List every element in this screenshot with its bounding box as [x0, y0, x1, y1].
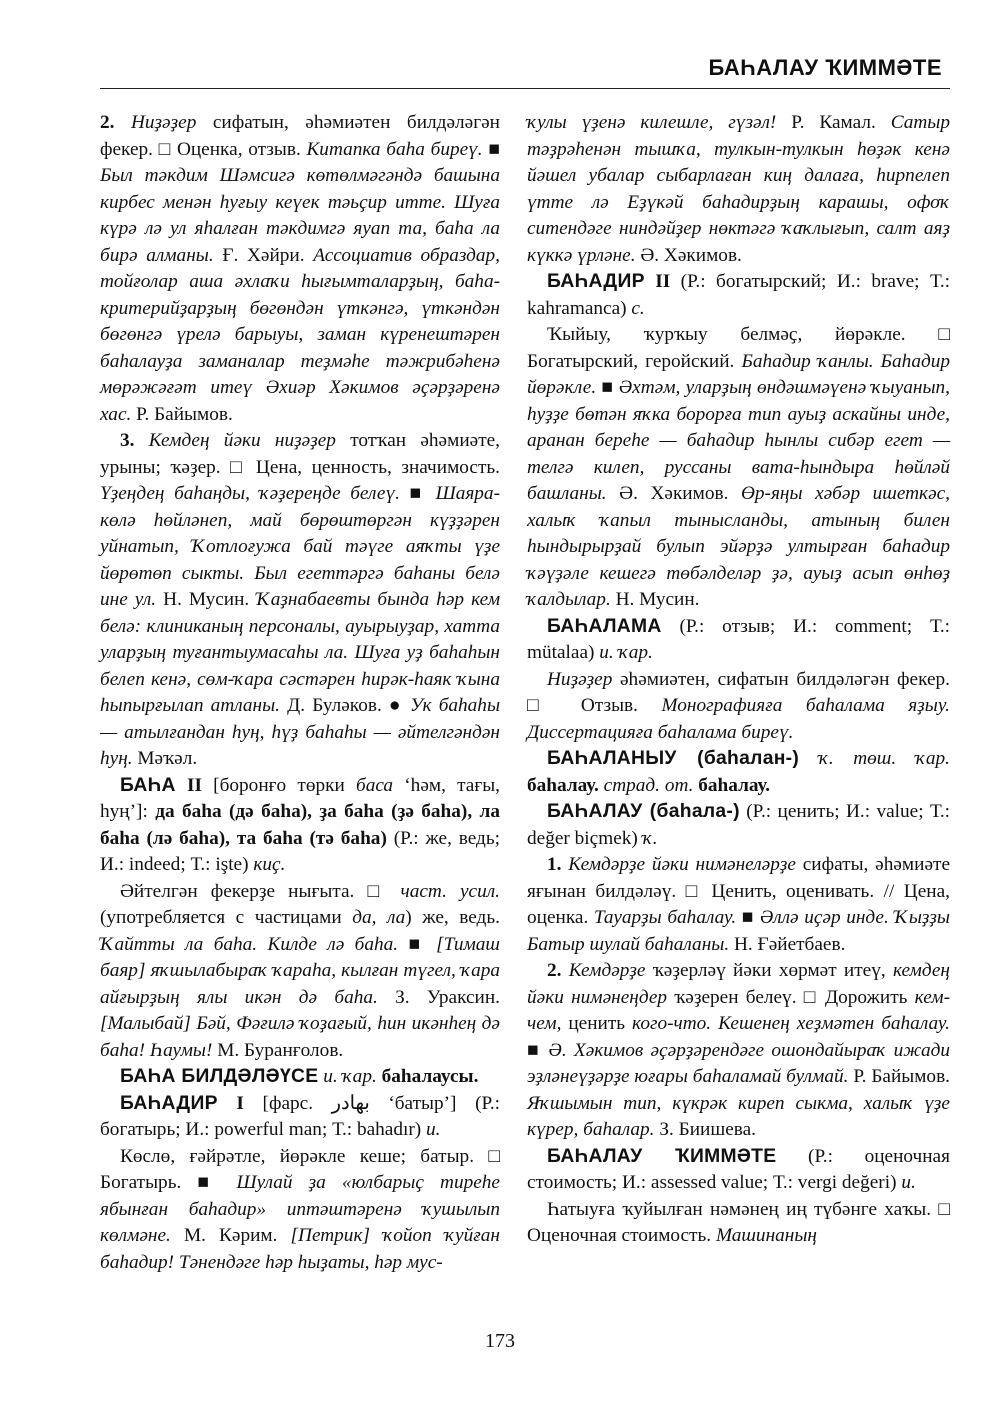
- paragraph: Ҡыйыу, ҡурҡыу белмәҫ, йөрәкле. □ Богатырский, геройский. Баһадир ҡанлы. Баһадир йөрәкле. ■ Әхтәм, уларҙың өндәшмәүенә ҡыуанып, һуҙҙе бөтән яҡка борорға тип ауыҙ аскайны инде, аранан береһе — баһадир һынлы сибәр егет — телгә килеп, руссаны вата-һындыра һөйләй башланы. Ә. Хәкимов. Өр-яңы хәбәр ишеткәс, халыҡ ҡапыл тынысланды, атының билен һындырырҙай булып эйәрҙә ултырған баһадир ҡәүҙәле кешегә төбәлделәр ҙә, ауыҙ асып өнһөҙ ҡалдылар. Н. Мусин.: [527, 324, 951, 610]
- entry-bahalanyu: БАҺАЛАНЫУ (баһалан-) ҡ. төш. ҡар. баһалау. страд. от. баһалау.: [527, 748, 951, 796]
- paragraph: Ниҙәҙер әһәмиәтен, сифатын билдәләгән фекер. □ Отзыв. Монографияға баһалама яҙыу. Диссертацияға баһалама биреү.: [527, 668, 951, 743]
- entry-bahadir-ii: БАҺАДИР II (Р.: богатырский; И.: brave; Т.: kahramanca) с.: [527, 271, 950, 319]
- entry-bahalau-kimmete: БАҺАЛАУ ҠИММӘТЕ (Р.: оценочная стоимость; И.: assessed value; Т.: vergi değeri) и.: [527, 1145, 950, 1193]
- entry-bahadir-i: БАҺАДИР I [фарс. بهادر ‘батыр’] (Р.: богатырь; И.: powerful man; Т.: bahadır) и.: [100, 1092, 500, 1140]
- paragraph: 3. Кемдең йәки ниҙәҙер тотҡан әһәмиәте, урыны; ҡәҙер. □ Цена, ценность, значимость. Үҙеңдең баһаңды, ҡәҙереңде белеү. ■ Шаяра-көлә һөйләнеп, май бөрөштөргән күҙҙәрен уйнатып, Ҡотлоғужа бай тәүге аяҡты үҙе йөрөтөп сыкты. Был егеттәргә баһаны белә ине ул. Н. Мусин. Ҡаҙнабаевты бында һәр кем белә: клиниканың персоналы, ауырыуҙар, хатта уларҙың туғантыумасаһы ла. Шуға уҙ баһаһын белеп кенә, сөм-ҡара сәстәрен һирәк-һаяк ҡына һыпырғылап атланы. Д. Буләков. ● Ук баһаһы — атылғандан һуң, һүҙ баһаһы — әйтелгәндән һуң. Мәҡәл.: [100, 430, 501, 769]
- entry-baha-ii: БАҺА II [боронғо төрки баса ‘һәм, тағы, һуң’]: да баһа (дә баһа), ҙа баһа (ҙә баһа), ла баһа (лә баһа), та баһа (тә баһа) (Р.: же, ведь; И.: indeed; Т.: işte) киҫ.: [100, 774, 501, 875]
- entry-baha-bildeleuse: БАҺА БИЛДӘЛӘҮСЕ и. ҡар. баһалаусы.: [120, 1066, 479, 1087]
- entry-bahalama: БАҺАЛАМА (Р.: отзыв; И.: comment; Т.: mütalaa) и. ҡар.: [527, 615, 950, 663]
- paragraph: Һатыуға ҡуйылған нәмәнең иң түбәнге хаҡы. □ Оценочная стоимость. Машинаның: [527, 1198, 950, 1246]
- paragraph: 1. Кемдәрҙе йәки нимәнеләрҙе сифаты, әһәмиәте яғынан билдәләү. □ Ценить, оценивать. // Цена, оценка. Тауарҙы баһалау. ■ Әллә иҫәр инде. Ҡыҙҙы Батыр шулай баһаланы. Н. Ғәйетбаев.: [527, 854, 950, 955]
- entry-bahalau: БАҺАЛАУ (баһала-) (Р.: ценить; И.: value; Т.: değer biçmek) ҡ.: [527, 801, 950, 849]
- paragraph: Көслө, ғәйрәтле, йөрәкле кеше; батыр. □ Богатырь. ■ Шулай ҙа «юлбарыҫ тиреһе ябынған баһадир» иптәштәренә ҡушылып көлмәне. М. Кәрим. [Петрик] ҡойоп ҡуйған баһадир! Тәнендәге һәр һыҙаты, һәр мус-: [100, 1145, 500, 1273]
- paragraph: 2. Кемдәрҙе ҡәҙерләү йәки хөрмәт итеү, кемдең йәки нимәнеңдер ҡәҙерен белеү. □ Дорожить кем-чем, ценить кого-что. Кешенең хеҙмәтен баһалау. ■ Ә. Хәкимов әҫәрҙәрендәге ошондайыраҡ ижади эҙләнеүҙәрҙе юғары баһаламай булмай. Р. Байымов. Яҡшымын тип, күкрәк киреп сыкма, халыҡ үҙе күрер, баһалар. З. Биишева.: [527, 960, 951, 1140]
- header-rule: [100, 88, 950, 89]
- paragraph: Әйтелгән фекерҙе нығыта. □ част. усил. (употребляется с частицами да, ла) же, ведь. Ҡайтты ла баһа. Килде лә баһа. ■ [Тимаш баяр] яҡшылабыраҡ ҡараһа, кылған түгел, ҡара айғырҙың ялы икән дә баһа. З. Ураксин. [Малыбай] Бәй, Фәғилә ҡоҙағый, һин икәнһең дә баһа! Һаумы! М. Буранғолов.: [100, 880, 500, 1061]
- right-column: [527, 110, 950, 1250]
- paragraph: ҡулы үҙенә килешле, гүзәл! Р. Камал. Сатыр тәҙрәһенән тышҡа, тулкын-тулкын һөҙәк кенә йәшел убалар сыбарлаған киң далаға, һирпелеп үтте лә Еҙүкәй баһадирҙың карашы, офоҡ ситендәге ниндәйҙер нөктәгә ҡаҡлығып, салт аяҙ күккә үрләне. Ә. Хәкимов.: [527, 112, 950, 266]
- running-head: БАҺАЛАУ ҠИММӘТЕ: [708, 55, 942, 80]
- page-number: 173: [485, 1330, 515, 1352]
- paragraph: 2. Ниҙәҙер сифатын, әһәмиәтен билдәләгән фекер. □ Оценка, отзыв. Китапка баһа биреү. ■ Был тәкдим Шәмсигә көтөлмәгәндә башына кирбес менән һуғыу кеүек тәьҫир итте. Шуға күрә лә ул яһалған тәкдимгә яуап та, баһа ла бирә алманы. Ғ. Хәйри. Ассоциатив образдар, тойғолар аша әхлаҡи һығымталарҙың, баһа-критерийҙарҙың бөгөндән үткәнгә, үткәндән бөгөнгә үрелә барыуы, заман күренештәрен баһалауҙа заманалар теҙмәһе тәжрибәһенә мөрәжәғәт итеү Әхиәр Хәкимов әҫәрҙәренә хас. Р. Байымов.: [100, 112, 500, 425]
- left-column: [100, 110, 500, 1276]
